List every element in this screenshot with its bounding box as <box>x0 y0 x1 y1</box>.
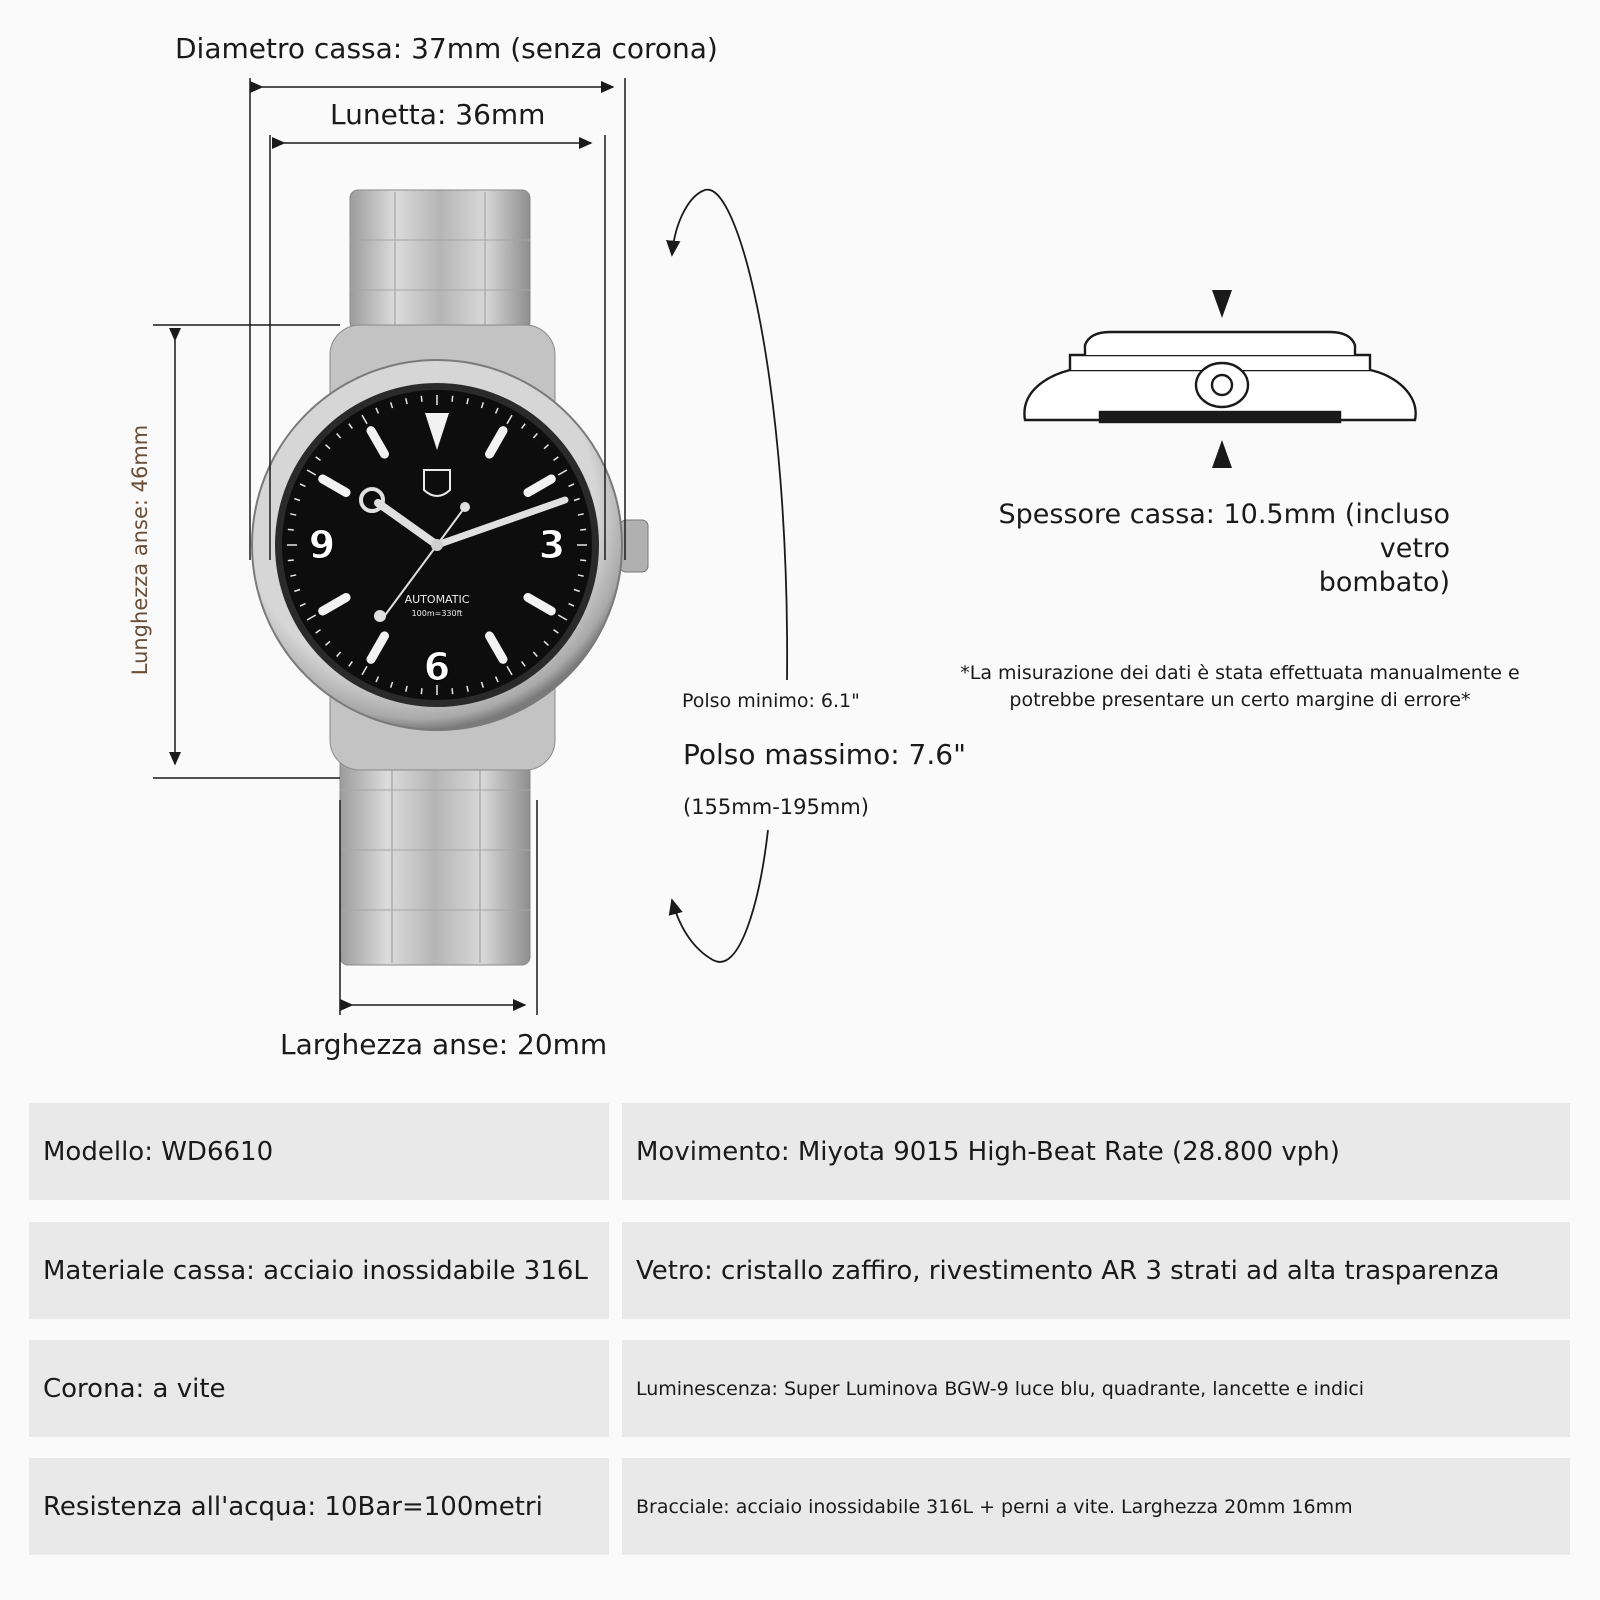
lug-length-label: Lunghezza anse: 46mm <box>128 424 152 676</box>
wrist-arc-top <box>672 190 787 680</box>
case-thickness-line-1: Spessore cassa: 10.5mm (incluso vetro <box>998 499 1450 564</box>
wrist-arc <box>672 190 787 962</box>
minute-tick <box>452 688 453 694</box>
minute-tick <box>421 396 422 402</box>
spec-luminescence: Luminescenza: Super Luminova BGW-9 luce blu, quadrante, lancette e indici <box>622 1340 1570 1437</box>
spec-crown: Corona: a vite <box>29 1340 609 1437</box>
spec-bracelet: Bracciale: acciaio inossidabile 316L + perni a vite. Larghezza 20mm 16mm <box>622 1458 1570 1555</box>
dial-depth-text: 100m=330ft <box>411 609 463 618</box>
numeral-6: 6 <box>423 645 451 689</box>
minute-tick <box>288 529 294 530</box>
case-thickness-line-2: bombato) <box>1318 567 1450 598</box>
case-diameter-label: Diametro cassa: 37mm (senza corona) <box>175 32 718 65</box>
bracelet-top <box>350 190 530 330</box>
thickness-arrow-bottom <box>1212 440 1232 468</box>
note-line-2: potrebbe presentare un certo margine di errore* <box>1009 689 1471 711</box>
wrist-min-label: Polso minimo: 6.1" <box>682 690 860 712</box>
wrist-arc-bottom <box>672 830 768 962</box>
note-line-1: *La misurazione dei dati è stata effettuata manualmente e <box>960 662 1520 684</box>
wrist-max-label: Polso massimo: 7.6" <box>683 738 966 771</box>
bracelet-bottom <box>340 740 530 965</box>
spec-model: Modello: WD6610 <box>29 1103 609 1200</box>
thickness-arrow-top <box>1212 290 1232 318</box>
case-thickness-label <box>930 498 1450 600</box>
minute-tick <box>452 396 453 402</box>
lug-width-label: Larghezza anse: 20mm <box>280 1028 608 1061</box>
measurement-note <box>950 660 1530 714</box>
spec-movement: Movimento: Miyota 9015 High-Beat Rate (28.800 vph) <box>622 1103 1570 1200</box>
spec-case-material: Materiale cassa: acciaio inossidabile 316L <box>29 1222 609 1319</box>
case-profile-drawing <box>1024 332 1415 422</box>
minute-tick <box>421 688 422 694</box>
minute-tick <box>288 560 294 561</box>
spec-water-resistance: Resistenza all'acqua: 10Bar=100metri <box>29 1458 609 1555</box>
spec-glass: Vetro: cristallo zaffiro, rivestimento AR 3 strati ad alta trasparenza <box>622 1222 1570 1319</box>
numeral-3: 3 <box>538 523 566 567</box>
minute-tick <box>580 529 586 530</box>
bezel-label: Lunetta: 36mm <box>330 98 546 131</box>
dial-automatic-text: AUTOMATIC <box>404 593 470 606</box>
crown <box>620 520 648 572</box>
wrist-range-label: (155mm-195mm) <box>683 795 869 819</box>
minute-tick <box>580 560 586 561</box>
numeral-9: 9 <box>308 523 336 567</box>
